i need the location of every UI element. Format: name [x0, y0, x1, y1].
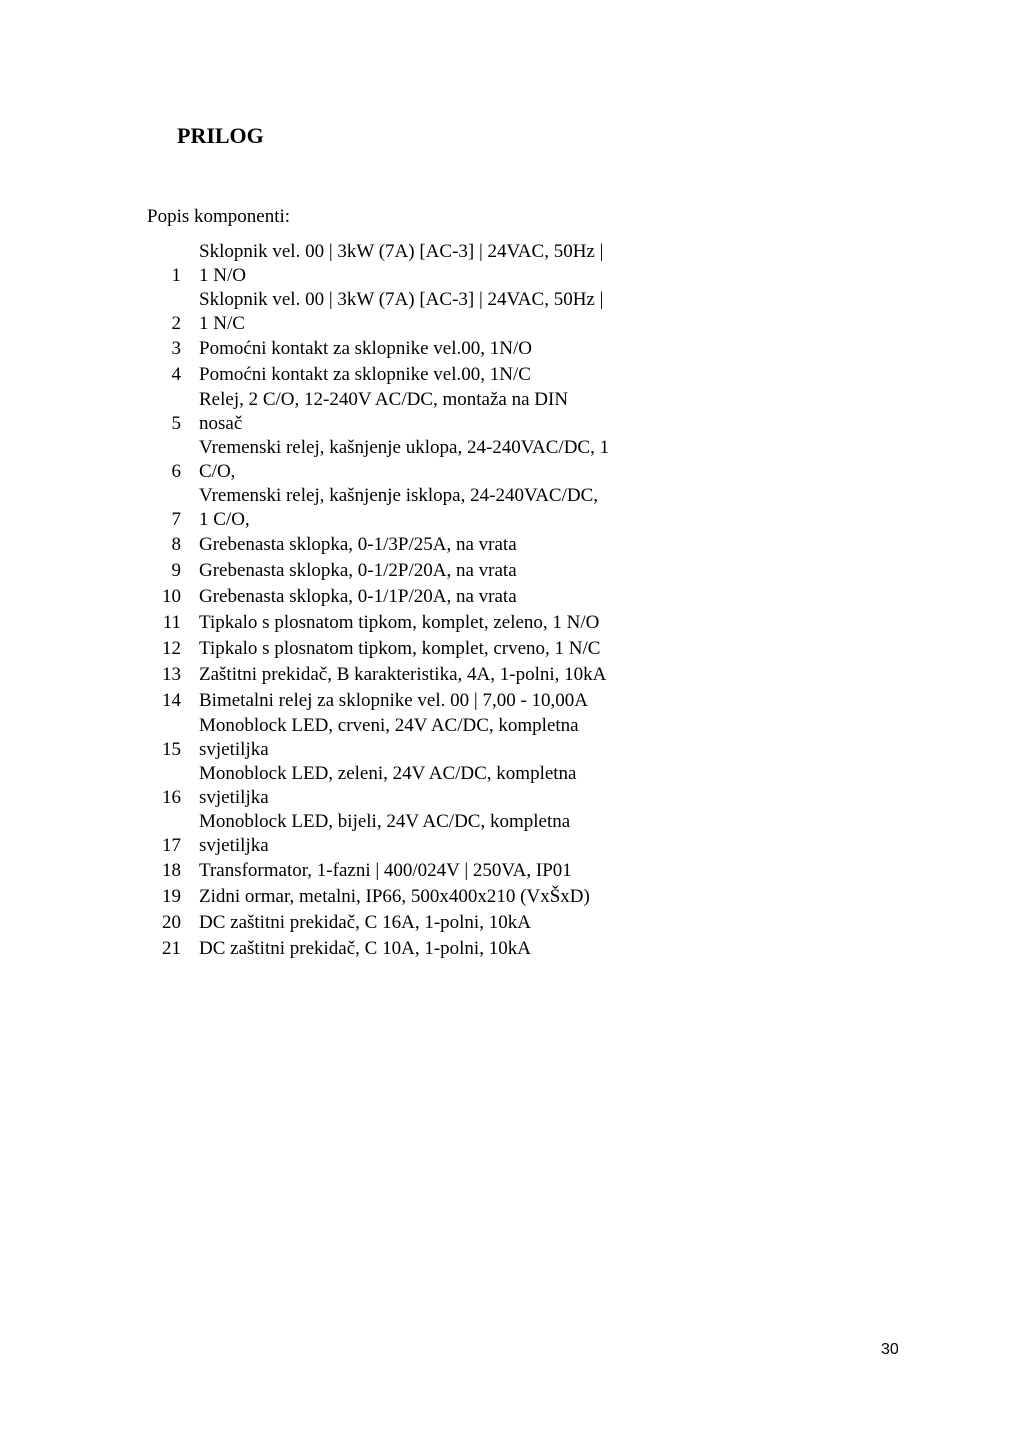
component-description — [199, 610, 670, 636]
component-description — [199, 810, 670, 858]
component-row — [150, 858, 670, 884]
component-number: 18 — [162, 860, 181, 881]
component-description-line: Monoblock LED, crveni, 24V AC/DC, kompletna — [199, 715, 579, 736]
component-description — [199, 484, 670, 532]
component-rows — [150, 240, 670, 962]
component-description-line: Zidni ormar, metalni, IP66, 500x400x210 (VxŠxD) — [199, 886, 590, 907]
component-description-line: Transformator, 1-fazni | 400/024V | 250VA, IP01 — [199, 860, 572, 881]
component-description — [199, 762, 670, 810]
component-row — [150, 610, 670, 636]
component-row — [150, 532, 670, 558]
component-description-line: Bimetalni relej za sklopnike vel. 00 | 7,00 - 10,00A — [199, 690, 588, 711]
component-row — [150, 636, 670, 662]
component-description-line: 1 C/O, — [199, 509, 250, 530]
component-number: 7 — [171, 509, 181, 530]
component-description-line: Vremenski relej, kašnjenje uklopa, 24-240VAC/DC, 1 — [199, 437, 610, 458]
component-number: 15 — [162, 739, 181, 760]
component-description-line: Tipkalo s plosnatom tipkom, komplet, zeleno, 1 N/O — [199, 612, 600, 633]
component-row — [150, 388, 670, 436]
component-row — [150, 714, 670, 762]
component-description-line: Pomoćni kontakt za sklopnike vel.00, 1N/O — [199, 338, 532, 359]
component-row — [150, 762, 670, 810]
component-description-line: Grebenasta sklopka, 0-1/3P/25A, na vrata — [199, 534, 517, 555]
component-row — [150, 558, 670, 584]
component-description — [199, 936, 670, 962]
component-number: 10 — [162, 586, 181, 607]
component-description-line: 1 N/O — [199, 265, 246, 286]
component-number: 4 — [171, 364, 181, 385]
component-description — [199, 558, 670, 584]
component-row — [150, 688, 670, 714]
component-description-line: nosač — [199, 413, 243, 434]
component-row — [150, 884, 670, 910]
component-description — [199, 636, 670, 662]
component-description-line: Grebenasta sklopka, 0-1/2P/20A, na vrata — [199, 560, 517, 581]
component-description — [199, 336, 670, 362]
component-row — [150, 910, 670, 936]
component-description-line: Grebenasta sklopka, 0-1/1P/20A, na vrata — [199, 586, 517, 607]
component-description-line: DC zaštitni prekidač, C 16A, 1-polni, 10kA — [199, 912, 531, 933]
component-description — [199, 388, 670, 436]
component-description-line: svjetiljka — [199, 739, 269, 760]
component-number: 6 — [171, 461, 181, 482]
component-row — [150, 336, 670, 362]
component-description — [199, 362, 670, 388]
component-description — [199, 436, 670, 484]
component-number: 17 — [162, 835, 181, 856]
page-heading: PRILOG — [177, 123, 264, 148]
component-number: 5 — [171, 413, 181, 434]
component-row — [150, 362, 670, 388]
component-number: 9 — [171, 560, 181, 581]
component-description — [199, 714, 670, 762]
component-number: 14 — [162, 690, 181, 711]
list-intro: Popis komponenti: — [147, 206, 291, 227]
component-description — [199, 688, 670, 714]
component-description-line: C/O, — [199, 461, 236, 482]
component-row — [150, 810, 670, 858]
component-number: 8 — [171, 534, 181, 555]
component-description — [199, 240, 670, 288]
component-row — [150, 662, 670, 688]
component-row — [150, 240, 670, 288]
component-description — [199, 662, 670, 688]
page-number: 30 — [881, 1341, 899, 1358]
component-description-line: Tipkalo s plosnatom tipkom, komplet, crveno, 1 N/C — [199, 638, 601, 659]
component-number: 1 — [171, 265, 181, 286]
component-row — [150, 936, 670, 962]
component-number: 12 — [162, 638, 181, 659]
component-description — [199, 884, 670, 910]
component-description-line: Sklopnik vel. 00 | 3kW (7A) [AC-3] | 24VAC, 50Hz | — [199, 241, 604, 262]
component-number: 11 — [162, 612, 181, 633]
component-description — [199, 858, 670, 884]
component-number: 20 — [162, 912, 181, 933]
component-number: 3 — [171, 338, 181, 359]
component-description-line: Sklopnik vel. 00 | 3kW (7A) [AC-3] | 24VAC, 50Hz | — [199, 289, 604, 310]
component-description-line: Zaštitni prekidač, B karakteristika, 4A, 1-polni, 10kA — [199, 664, 607, 685]
component-description-line: 1 N/C — [199, 313, 245, 334]
component-number: 19 — [162, 886, 181, 907]
component-description — [199, 288, 670, 336]
component-description-line: DC zaštitni prekidač, C 10A, 1-polni, 10kA — [199, 938, 531, 959]
component-list — [150, 240, 670, 962]
component-description-line: svjetiljka — [199, 835, 269, 856]
component-row — [150, 584, 670, 610]
component-description-line: Monoblock LED, zeleni, 24V AC/DC, kompletna — [199, 763, 577, 784]
component-description-line: Monoblock LED, bijeli, 24V AC/DC, kompletna — [199, 811, 571, 832]
component-row — [150, 288, 670, 336]
component-description-line: Pomoćni kontakt za sklopnike vel.00, 1N/C — [199, 364, 531, 385]
component-description-line: svjetiljka — [199, 787, 269, 808]
component-description — [199, 532, 670, 558]
component-row — [150, 484, 670, 532]
component-description-line: Relej, 2 C/O, 12-240V AC/DC, montaža na DIN — [199, 389, 569, 410]
component-description — [199, 584, 670, 610]
component-number: 21 — [162, 938, 181, 959]
component-number: 13 — [162, 664, 181, 685]
component-description — [199, 910, 670, 936]
component-number: 2 — [171, 313, 181, 334]
component-number: 16 — [162, 787, 181, 808]
component-description-line: Vremenski relej, kašnjenje isklopa, 24-240VAC/DC, — [199, 485, 599, 506]
component-row — [150, 436, 670, 484]
